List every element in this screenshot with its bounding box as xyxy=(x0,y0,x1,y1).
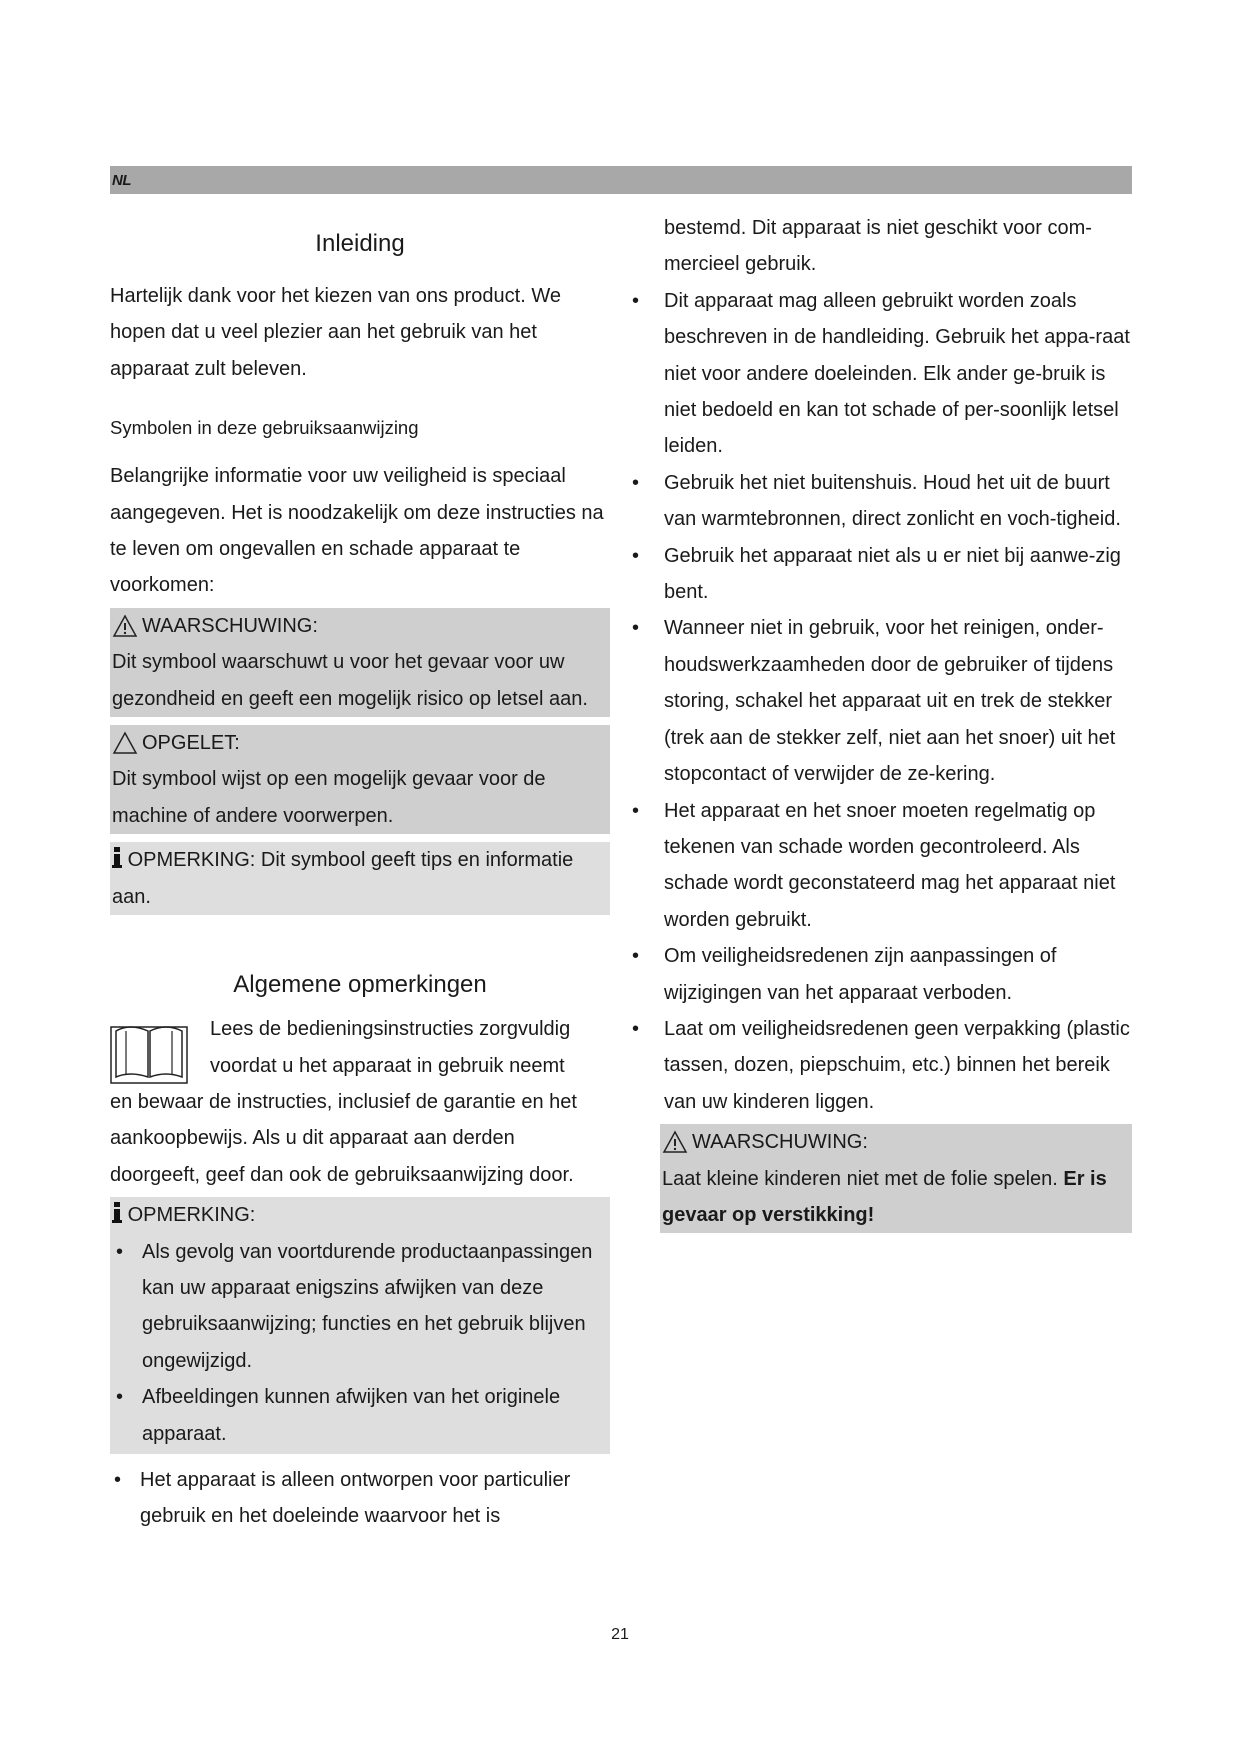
right-warning-text: Laat kleine kinderen niet met de folie spelen. xyxy=(662,1167,1064,1190)
list-item: • Om veiligheidsredenen zijn aanpassingen of wijzigingen van het apparaat verboden. xyxy=(660,938,1132,1011)
book-manual-icon xyxy=(110,1019,188,1085)
warning-box xyxy=(110,608,610,717)
warning-label: WAARSCHUWING: xyxy=(142,614,318,637)
note2-list xyxy=(112,1234,608,1452)
list-item: • Dit apparaat mag alleen gebruikt worden zoals beschreven in de handleiding. Gebruik het appa-raat niet voor andere doeleinden. Elk ander ge-bruik is niet bedoeld en kan tot schade of per-soonlijk letsel leiden. xyxy=(660,283,1132,465)
warning-text: Dit symbool waarschuwt u voor het gevaar voor uw gezondheid en geeft een mogelijk risico op letsel aan. xyxy=(112,651,588,710)
general-intro-block xyxy=(110,1011,610,1193)
continuation-text: bestemd. Dit apparaat is niet geschikt voor com-mercieel gebruik. xyxy=(664,217,1092,276)
page-number: 21 xyxy=(611,1626,629,1643)
left-bullet-list xyxy=(110,1462,610,1535)
note-text: Dit symbool geeft tips en informatie aan. xyxy=(112,849,574,908)
caution-triangle-icon xyxy=(112,731,138,755)
note-paragraph xyxy=(112,842,608,915)
list-item: • Gebruik het apparaat niet als u er niet bij aanwe-zig bent. xyxy=(660,538,1132,611)
note2-title xyxy=(112,1197,608,1233)
list-item: • Afbeeldingen kunnen afwijken van het originele apparaat. xyxy=(112,1379,608,1452)
warning-title xyxy=(112,608,608,644)
intro-title: Inleiding xyxy=(315,230,405,257)
list-item: • Gebruik het niet buitenshuis. Houd het uit de buurt van warmtebronnen, direct zonlicht en voch-tigheid. xyxy=(660,465,1132,538)
warning-triangle-icon xyxy=(112,614,138,638)
warning-triangle-icon xyxy=(662,1130,688,1154)
info-icon xyxy=(112,1202,122,1224)
caution-text: Dit symbool wijst op een mogelijk gevaar voor de machine of andere voorwerpen. xyxy=(112,768,546,827)
right-warning-box xyxy=(660,1124,1132,1233)
right-warning-paragraph xyxy=(662,1161,1130,1234)
language-label: NL xyxy=(112,172,131,189)
note-label: OPMERKING: xyxy=(127,849,256,872)
list-item: • Laat om veiligheidsredenen geen verpakking (plastic tassen, dozen, piepschuim, etc.) binnen het bereik van uw kinderen liggen. xyxy=(660,1011,1132,1120)
caution-box xyxy=(110,725,610,834)
general-intro-line-2: voordat u het apparaat in gebruik neemt xyxy=(210,1054,565,1077)
note-box xyxy=(110,842,610,915)
header-bar xyxy=(110,166,1132,194)
general-title: Algemene opmerkingen xyxy=(233,971,487,999)
caution-label: OPGELET: xyxy=(142,732,240,755)
right-bullet-list xyxy=(660,283,1132,1120)
left-column xyxy=(110,210,610,1535)
right-warning-title xyxy=(662,1124,1130,1160)
caution-title xyxy=(112,725,608,761)
list-item: • Het apparaat is alleen ontworpen voor particulier gebruik en het doeleinde waarvoor het is xyxy=(110,1462,610,1535)
right-warning-label: WAARSCHUWING: xyxy=(692,1131,868,1154)
note2-label: OPMERKING: xyxy=(127,1204,256,1227)
symbols-text: Belangrijke informatie voor uw veiligheid is speciaal aangegeven. Het is noodzakelijk om deze instructies na te leven om ongevallen en schade apparaat te voorkomen: xyxy=(110,465,604,597)
note2-box xyxy=(110,1197,610,1454)
list-item: • Wanneer niet in gebruik, voor het reinigen, onder-houdswerkzaamheden door de gebruiker of tijdens storing, schakel het apparaat uit en trek de stekker (trek aan de stekker zelf, niet aan het snoer) uit het stopcontact of verwijder de ze-kering. xyxy=(660,610,1132,792)
symbols-title: Symbolen in deze gebruiksaanwijzing xyxy=(110,417,419,439)
list-item: • Het apparaat en het snoer moeten regelmatig op tekenen van schade worden gecontroleerd. Als schade wordt geconstateerd mag het apparaat niet worden gebruikt. xyxy=(660,793,1132,939)
info-icon xyxy=(112,847,122,869)
general-intro-line-1: Lees de bedieningsinstructies zorgvuldig xyxy=(210,1018,571,1041)
right-warning-emphasis: Er is gevaar op verstikking! xyxy=(662,1167,1107,1226)
general-intro-line-3: en bewaar de instructies, inclusief de garantie en het aankoopbewijs. Als u dit apparaat aan derden doorgeeft, geef dan ook de gebruiksaanwijzing door. xyxy=(110,1090,577,1186)
right-column xyxy=(660,210,1132,1233)
list-item: • Als gevolg van voortdurende productaanpassingen kan uw apparaat enigszins afwijken van deze gebruiksaanwijzing; functies en het gebruik blijven ongewijzigd. xyxy=(112,1234,608,1380)
intro-text: Hartelijk dank voor het kiezen van ons product. We hopen dat u veel plezier aan het gebruik van het apparaat zult beleven. xyxy=(110,285,561,380)
